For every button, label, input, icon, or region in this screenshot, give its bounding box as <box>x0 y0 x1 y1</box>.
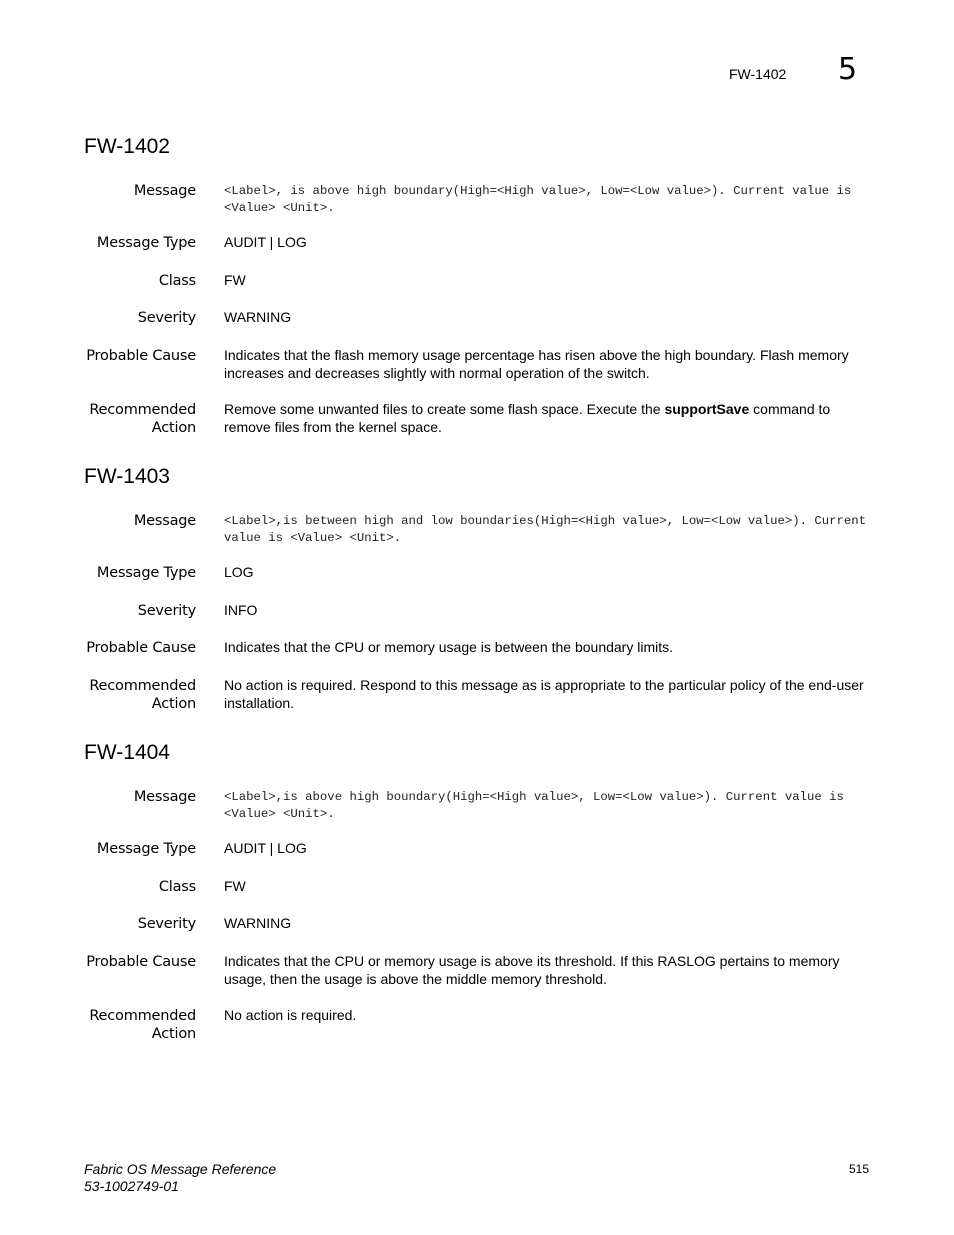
class-value: FW <box>224 878 246 894</box>
label-recommended: Recommended <box>89 678 196 694</box>
message-type-value: AUDIT | LOG <box>224 234 307 250</box>
field-label <box>60 677 196 713</box>
label-action: Action <box>151 420 196 436</box>
field-label: Severity <box>137 603 196 619</box>
label-action: Action <box>151 696 196 712</box>
field-label: Probable Cause <box>86 954 196 970</box>
label-recommended: Recommended <box>89 402 196 418</box>
message-type-value: AUDIT | LOG <box>224 840 307 856</box>
field-label <box>60 401 196 437</box>
message-text: <Label>, is above high boundary(High=<High value>, Low=<Low value>). Current value is <Value> <Unit>. <box>224 184 852 215</box>
section-title: FW-1404 <box>84 741 170 764</box>
probable-cause-text: Indicates that the flash memory usage percentage has risen above the high boundary. Flash memory increases and decreases slightly with normal operation of the switch. <box>224 347 849 381</box>
footer-doc-title: Fabric OS Message Reference <box>84 1161 277 1177</box>
field-label: Severity <box>137 916 196 932</box>
message-type-value: LOG <box>224 564 254 580</box>
field-label: Probable Cause <box>86 640 196 656</box>
field-label: Message <box>133 183 196 199</box>
label-recommended: Recommended <box>89 1008 196 1024</box>
severity-value: WARNING <box>224 309 292 325</box>
field-label: Message <box>133 789 196 805</box>
section-title: FW-1402 <box>84 135 170 158</box>
probable-cause-text: Indicates that the CPU or memory usage is between the boundary limits. <box>224 639 673 655</box>
field-label: Message Type <box>96 235 196 251</box>
field-label: Message Type <box>96 565 196 581</box>
action-text-pre: Remove some unwanted files to create some flash space. Execute the <box>224 401 665 417</box>
recommended-action-text: No action is required. Respond to this message as is appropriate to the particular policy of the end-user installation. <box>224 677 864 711</box>
command-name: supportSave <box>664 401 750 417</box>
class-value: FW <box>224 272 246 288</box>
field-label: Severity <box>137 310 196 326</box>
label-action: Action <box>151 1026 196 1042</box>
recommended-action-text <box>224 401 869 436</box>
probable-cause-text: Indicates that the CPU or memory usage is above its threshold. If this RASLOG pertains to memory usage, then the usage is above the middle memory threshold. <box>224 953 840 987</box>
field-label: Message <box>133 513 196 529</box>
action-text-post: command to remove files from the kernel space. <box>224 401 831 435</box>
running-header-title: FW-1402 <box>729 66 787 82</box>
field-label: Message Type <box>96 841 196 857</box>
recommended-action-text: No action is required. <box>224 1007 357 1023</box>
severity-value: WARNING <box>224 915 292 931</box>
message-text: <Label>,is between high and low boundaries(High=<High value>, Low=<Low value>). Current value is <Value> <Unit>. <box>224 514 867 545</box>
field-label <box>60 1007 196 1043</box>
message-text: <Label>,is above high boundary(High=<High value>, Low=<Low value>). Current value is <Value> <Unit>. <box>224 790 844 821</box>
chapter-number: 5 <box>838 52 858 87</box>
field-label: Class <box>158 273 196 289</box>
footer-document-info <box>84 1161 276 1195</box>
footer-doc-number: 53-1002749-01 <box>84 1178 179 1194</box>
section-title: FW-1403 <box>84 465 170 488</box>
page-number: 515 <box>849 1162 870 1176</box>
severity-value: INFO <box>224 602 258 618</box>
field-label: Class <box>158 879 196 895</box>
field-label: Probable Cause <box>86 348 196 364</box>
